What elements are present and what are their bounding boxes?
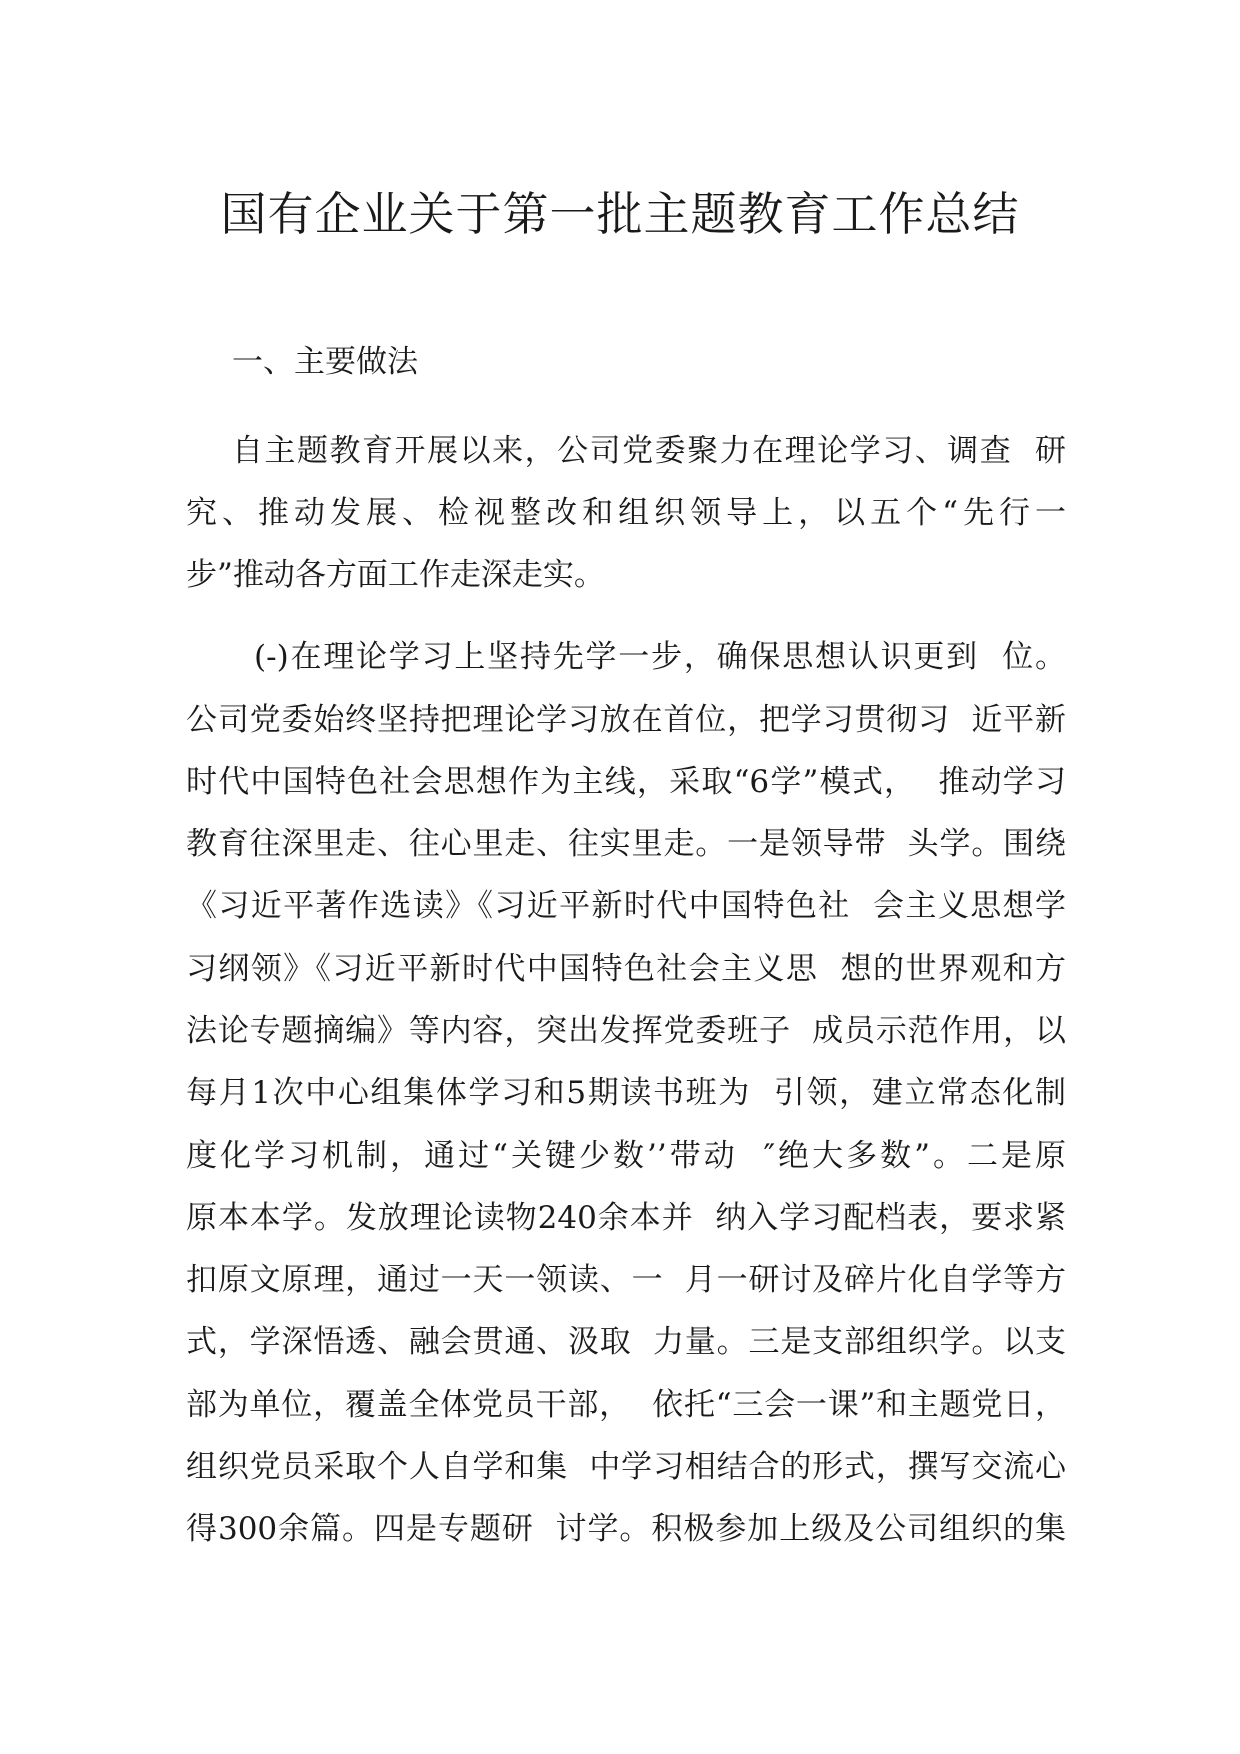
document-title: 国有企业关于第一批主题教育工作总结	[220, 187, 1020, 241]
paragraph-line: 原本本学。发放理论读物240余本并 纳入学习配档表，要求紧	[186, 1200, 1066, 1236]
paragraph-line: 得300余篇。四是专题研 讨学。积极参加上级及公司组织的集	[186, 1511, 1066, 1547]
paragraph-line: 部为单位，覆盖全体党员干部， 依托“三会一课”和主题党日，	[186, 1387, 1066, 1423]
paragraph-line: 扣原文原理，通过一天一领读、一 月一研讨及碎片化自学等方	[186, 1262, 1066, 1298]
paragraph-line: 教育往深里走、往心里走、往实里走。一是领导带 头学。围绕	[186, 826, 1066, 862]
paragraph-line: 习纲领》《习近平新时代中国特色社会主义思 想的世界观和方	[186, 951, 1066, 987]
paragraph-line: 式，学深悟透、融会贯通、汲取 力量。三是支部组织学。以支	[186, 1324, 1066, 1360]
paragraph-line: 每月1次中心组集体学习和5期读书班为 引领，建立常态化制	[186, 1075, 1066, 1111]
paragraph-line: 步”推动各方面工作走深走实。	[186, 557, 605, 593]
paragraph-line: 法论专题摘编》等内容，突出发挥党委班子 成员示范作用，以	[186, 1013, 1066, 1049]
paragraph-line: (-)在理论学习上坚持先学一步，确保思想认识更到 位。	[254, 639, 1066, 675]
paragraph-line: 自主题教育开展以来，公司党委聚力在理论学习、调查 研	[232, 433, 1066, 469]
paragraph-line: 究、推动发展、检视整改和组织领导上，以五个“先行一	[186, 495, 1066, 531]
section-heading: 一、主要做法	[232, 344, 418, 380]
paragraph-line: 公司党委始终坚持把理论学习放在首位，把学习贯彻习 近平新	[186, 702, 1066, 738]
paragraph-line: 《习近平著作选读》《习近平新时代中国特色社 会主义思想学	[186, 888, 1066, 924]
paragraph-line: 组织党员采取个人自学和集 中学习相结合的形式，撰写交流心	[186, 1449, 1066, 1485]
paragraph-line: 时代中国特色社会思想作为主线，采取“6学”模式， 推动学习	[186, 764, 1066, 800]
paragraph-line: 度化学习机制，通过“关键少数’’带动 ″绝大多数”。二是原	[186, 1138, 1066, 1174]
